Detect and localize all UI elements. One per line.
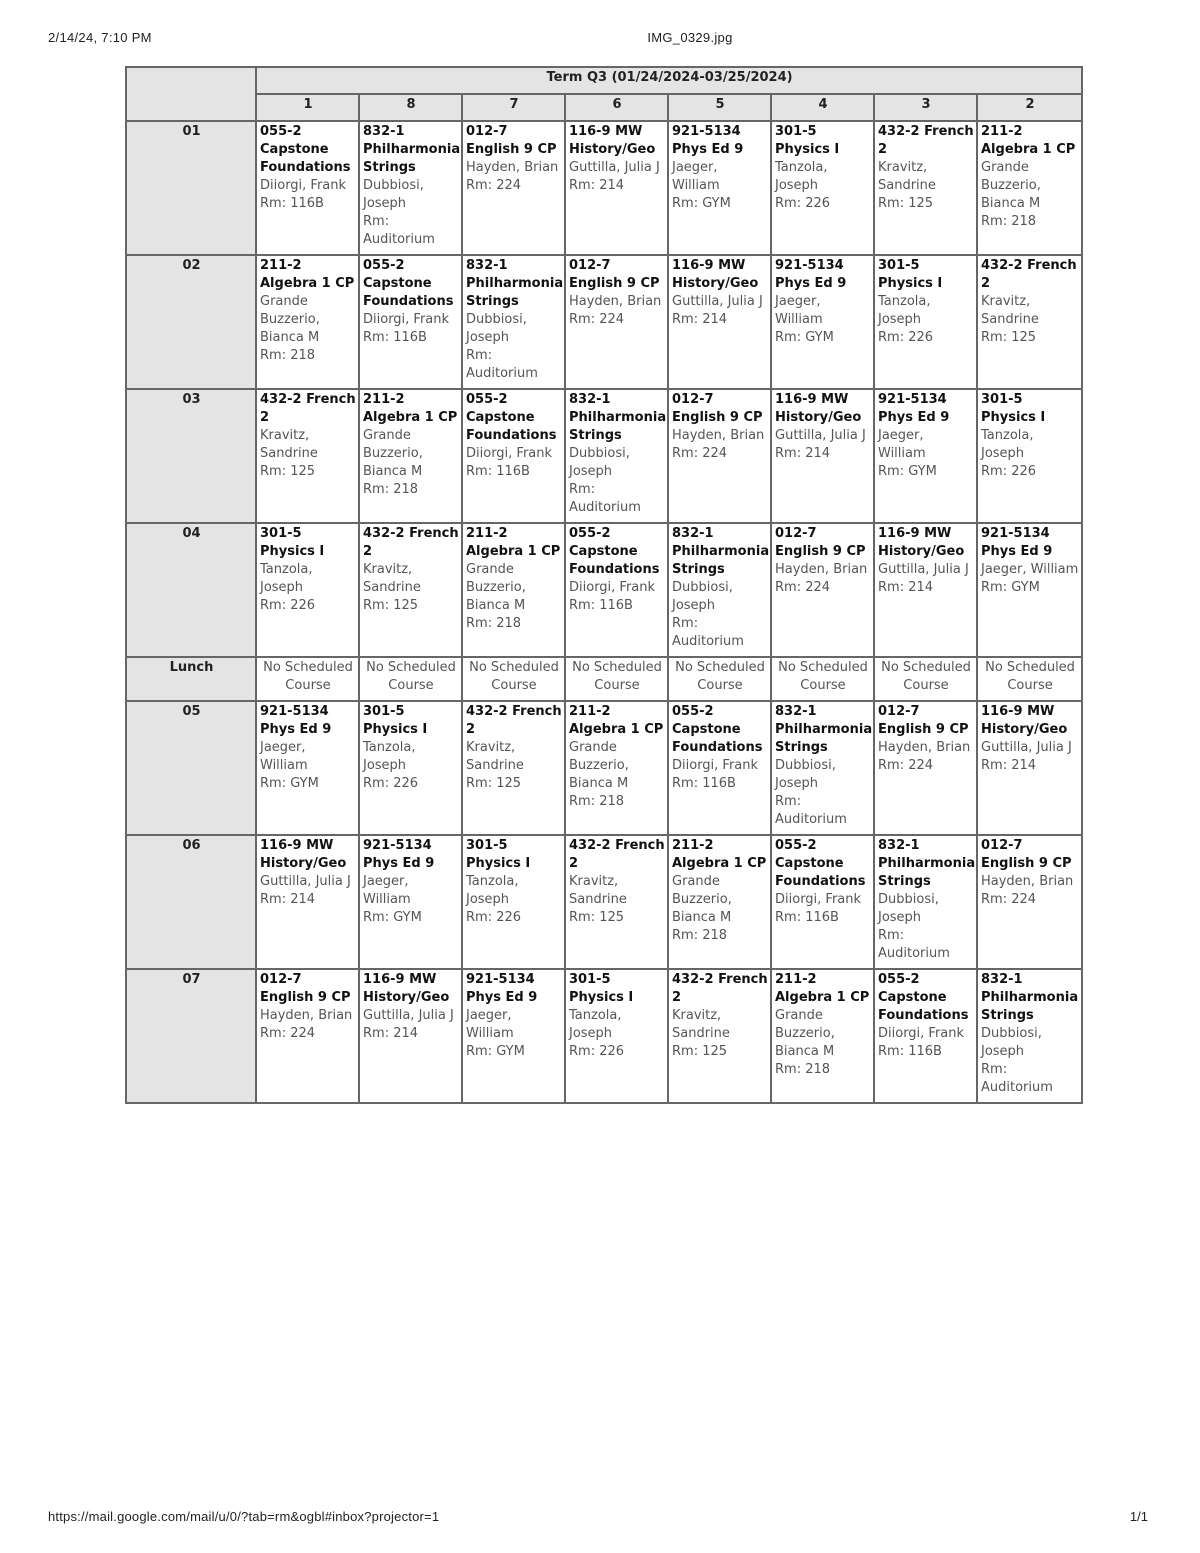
course-title: 832-1 Philharmonia Strings (878, 838, 976, 889)
lunch-cell: No Scheduled Course (771, 657, 874, 701)
course-teacher: Kravitz, Sandrine (466, 740, 524, 773)
course-title: 055-2 Capstone Foundations (569, 526, 660, 577)
course-cell (565, 969, 668, 1103)
course-title: 012-7 English 9 CP (981, 838, 1072, 871)
course-teacher: Hayden, Brian (466, 160, 559, 175)
course-room: Rm: 116B (775, 910, 839, 925)
course-teacher: Guttilla, Julia J (672, 294, 763, 309)
lunch-cell: No Scheduled Course (668, 657, 771, 701)
course-room: Rm: 125 (878, 196, 934, 211)
course-cell (977, 969, 1082, 1103)
course-teacher: Grande Buzzerio, Bianca M (775, 1008, 835, 1059)
course-room: Rm: 125 (672, 1044, 728, 1059)
course-room: Rm: Auditorium (878, 928, 950, 961)
print-url: https://mail.google.com/mail/u/0/?tab=rm&ogbl#inbox?projector=1 (48, 1509, 440, 1524)
course-room: Rm: Auditorium (363, 214, 435, 247)
course-teacher: Guttilla, Julia J (981, 740, 1072, 755)
course-teacher: Jaeger, William (260, 740, 308, 773)
course-room: Rm: 116B (569, 598, 633, 613)
course-cell (668, 969, 771, 1103)
course-title: 211-2 Algebra 1 CP (466, 526, 561, 559)
course-teacher: Tanzola, Joseph (363, 740, 416, 773)
course-room: Rm: 125 (569, 910, 625, 925)
course-room: Rm: 125 (466, 776, 522, 791)
course-room: Rm: 125 (260, 464, 316, 479)
course-room: Rm: 214 (672, 312, 728, 327)
course-cell (771, 255, 874, 389)
course-room: Rm: 224 (260, 1026, 316, 1041)
course-title: 921-5134 Phys Ed 9 (466, 972, 538, 1005)
course-room: Rm: GYM (981, 580, 1040, 595)
schedule-table (125, 66, 1083, 1104)
course-cell (359, 255, 462, 389)
course-title: 832-1 Philharmonia Strings (672, 526, 770, 577)
course-title: 832-1 Philharmonia Strings (775, 704, 873, 755)
course-teacher: Guttilla, Julia J (775, 428, 866, 443)
print-datetime: 2/14/24, 7:10 PM (48, 30, 152, 45)
course-room: Rm: GYM (672, 196, 731, 211)
period-row (126, 255, 1082, 389)
course-teacher: Guttilla, Julia J (878, 562, 969, 577)
course-title: 012-7 English 9 CP (672, 392, 763, 425)
course-room: Rm: 116B (363, 330, 427, 345)
period-row (126, 969, 1082, 1103)
column-header: 8 (359, 94, 462, 121)
course-title: 055-2 Capstone Foundations (466, 392, 557, 443)
course-cell (874, 701, 977, 835)
course-teacher: Dubbiosi, Joseph (672, 580, 733, 613)
course-room: Rm: 226 (363, 776, 419, 791)
course-teacher: Dubbiosi, Joseph (569, 446, 630, 479)
course-cell (771, 969, 874, 1103)
course-cell (462, 835, 565, 969)
course-room: Rm: 116B (466, 464, 530, 479)
print-page-number: 1/1 (1129, 1509, 1148, 1524)
course-room: Rm: 214 (363, 1026, 419, 1041)
course-teacher: Diiorgi, Frank (672, 758, 759, 773)
course-teacher: Dubbiosi, Joseph (981, 1026, 1042, 1059)
course-cell (977, 255, 1082, 389)
course-cell (771, 389, 874, 523)
course-teacher: Kravitz, Sandrine (672, 1008, 730, 1041)
course-teacher: Hayden, Brian (672, 428, 765, 443)
course-title: 921-5134 Phys Ed 9 (878, 392, 950, 425)
course-title: 211-2 Algebra 1 CP (260, 258, 355, 291)
course-teacher: Jaeger, William (466, 1008, 514, 1041)
column-header: 6 (565, 94, 668, 121)
course-cell (256, 523, 359, 657)
period-row (126, 701, 1082, 835)
course-teacher: Diiorgi, Frank (260, 178, 347, 193)
course-title: 921-5134 Phys Ed 9 (363, 838, 435, 871)
course-teacher: Grande Buzzerio, Bianca M (260, 294, 320, 345)
course-room: Rm: 214 (260, 892, 316, 907)
course-title: 012-7 English 9 CP (878, 704, 969, 737)
course-title: 055-2 Capstone Foundations (672, 704, 763, 755)
course-room: Rm: 214 (878, 580, 934, 595)
course-cell (359, 389, 462, 523)
course-cell (359, 835, 462, 969)
period-label: 06 (126, 835, 256, 969)
schedule-body (126, 121, 1082, 1103)
course-title: 301-5 Physics I (775, 124, 840, 157)
course-title: 432-2 French 2 (981, 258, 1077, 291)
course-teacher: Hayden, Brian (569, 294, 662, 309)
course-teacher: Diiorgi, Frank (569, 580, 656, 595)
course-teacher: Grande Buzzerio, Bianca M (672, 874, 732, 925)
course-title: 301-5 Physics I (363, 704, 428, 737)
course-cell (462, 969, 565, 1103)
course-teacher: Dubbiosi, Joseph (363, 178, 424, 211)
course-room: Rm: 224 (878, 758, 934, 773)
print-title: IMG_0329.jpg (647, 30, 733, 45)
course-room: Rm: GYM (363, 910, 422, 925)
course-title: 012-7 English 9 CP (466, 124, 557, 157)
course-room: Rm: 218 (775, 1062, 831, 1077)
course-teacher: Kravitz, Sandrine (569, 874, 627, 907)
course-title: 432-2 French 2 (878, 124, 974, 157)
course-room: Rm: Auditorium (466, 348, 538, 381)
course-room: Rm: 218 (363, 482, 419, 497)
course-title: 432-2 French 2 (260, 392, 356, 425)
course-cell (565, 121, 668, 255)
course-teacher: Jaeger, William (878, 428, 926, 461)
course-cell (565, 835, 668, 969)
course-cell (668, 523, 771, 657)
course-teacher: Dubbiosi, Joseph (775, 758, 836, 791)
course-room: Rm: 125 (363, 598, 419, 613)
course-title: 116-9 MW History/Geo (569, 124, 656, 157)
course-cell (462, 701, 565, 835)
course-room: Rm: 226 (569, 1044, 625, 1059)
period-label: 07 (126, 969, 256, 1103)
course-title: 301-5 Physics I (569, 972, 634, 1005)
course-teacher: Kravitz, Sandrine (981, 294, 1039, 327)
course-cell (668, 835, 771, 969)
lunch-cell: No Scheduled Course (462, 657, 565, 701)
lunch-cell: No Scheduled Course (359, 657, 462, 701)
course-teacher: Diiorgi, Frank (878, 1026, 965, 1041)
course-teacher: Diiorgi, Frank (775, 892, 862, 907)
course-room: Rm: Auditorium (775, 794, 847, 827)
period-label: 03 (126, 389, 256, 523)
course-teacher: Hayden, Brian (981, 874, 1074, 889)
course-room: Rm: 214 (569, 178, 625, 193)
course-room: Rm: 116B (260, 196, 324, 211)
course-room: Rm: 224 (775, 580, 831, 595)
course-room: Rm: 218 (672, 928, 728, 943)
course-title: 055-2 Capstone Foundations (775, 838, 866, 889)
course-teacher: Tanzola, Joseph (260, 562, 313, 595)
lunch-cell: No Scheduled Course (874, 657, 977, 701)
course-room: Rm: 214 (981, 758, 1037, 773)
course-cell (977, 121, 1082, 255)
course-title: 116-9 MW History/Geo (981, 704, 1068, 737)
course-title: 116-9 MW History/Geo (672, 258, 759, 291)
course-cell (977, 389, 1082, 523)
course-teacher: Jaeger, William (981, 562, 1079, 577)
course-title: 301-5 Physics I (878, 258, 943, 291)
course-cell (874, 523, 977, 657)
course-cell (462, 255, 565, 389)
term-heading: Term Q3 (01/24/2024-03/25/2024) (256, 67, 1082, 94)
course-teacher: Dubbiosi, Joseph (466, 312, 527, 345)
course-title: 012-7 English 9 CP (260, 972, 351, 1005)
course-cell (977, 701, 1082, 835)
course-cell (256, 835, 359, 969)
course-teacher: Dubbiosi, Joseph (878, 892, 939, 925)
course-title: 301-5 Physics I (260, 526, 325, 559)
course-cell (256, 121, 359, 255)
course-title: 921-5134 Phys Ed 9 (981, 526, 1053, 559)
course-title: 921-5134 Phys Ed 9 (775, 258, 847, 291)
course-teacher: Guttilla, Julia J (260, 874, 351, 889)
course-teacher: Hayden, Brian (878, 740, 971, 755)
course-teacher: Diiorgi, Frank (466, 446, 553, 461)
course-title: 832-1 Philharmonia Strings (363, 124, 461, 175)
period-label: 01 (126, 121, 256, 255)
course-cell (771, 701, 874, 835)
course-title: 921-5134 Phys Ed 9 (672, 124, 744, 157)
course-room: Rm: 226 (981, 464, 1037, 479)
period-row (126, 835, 1082, 969)
course-room: Rm: 125 (981, 330, 1037, 345)
course-room: Rm: Auditorium (672, 616, 744, 649)
course-title: 832-1 Philharmonia Strings (569, 392, 667, 443)
column-header: 2 (977, 94, 1082, 121)
period-row (126, 389, 1082, 523)
course-room: Rm: GYM (260, 776, 319, 791)
course-room: Rm: 218 (260, 348, 316, 363)
course-room: Rm: GYM (878, 464, 937, 479)
course-teacher: Jaeger, William (363, 874, 411, 907)
course-room: Rm: 218 (466, 616, 522, 631)
course-title: 211-2 Algebra 1 CP (672, 838, 767, 871)
course-room: Rm: 116B (672, 776, 736, 791)
course-room: Rm: 116B (878, 1044, 942, 1059)
course-teacher: Tanzola, Joseph (466, 874, 519, 907)
course-title: 116-9 MW History/Geo (878, 526, 965, 559)
course-room: Rm: Auditorium (569, 482, 641, 515)
course-room: Rm: 224 (672, 446, 728, 461)
column-header-row (126, 94, 1082, 121)
course-room: Rm: 218 (569, 794, 625, 809)
course-teacher: Kravitz, Sandrine (878, 160, 936, 193)
course-cell (565, 255, 668, 389)
course-teacher: Tanzola, Joseph (569, 1008, 622, 1041)
course-teacher: Tanzola, Joseph (775, 160, 828, 193)
period-row (126, 523, 1082, 657)
period-label: 04 (126, 523, 256, 657)
course-cell (359, 969, 462, 1103)
course-cell (462, 523, 565, 657)
course-cell (874, 121, 977, 255)
course-cell (565, 523, 668, 657)
course-cell (359, 523, 462, 657)
course-cell (359, 701, 462, 835)
course-cell (359, 121, 462, 255)
course-teacher: Hayden, Brian (260, 1008, 353, 1023)
course-cell (874, 389, 977, 523)
period-label: 02 (126, 255, 256, 389)
course-cell (668, 701, 771, 835)
course-teacher: Kravitz, Sandrine (260, 428, 318, 461)
course-teacher: Grande Buzzerio, Bianca M (363, 428, 423, 479)
lunch-row (126, 657, 1082, 701)
course-title: 055-2 Capstone Foundations (363, 258, 454, 309)
course-teacher: Guttilla, Julia J (363, 1008, 454, 1023)
course-room: Rm: 214 (775, 446, 831, 461)
table-corner (126, 67, 256, 121)
course-title: 301-5 Physics I (981, 392, 1046, 425)
course-title: 832-1 Philharmonia Strings (981, 972, 1079, 1023)
lunch-cell: No Scheduled Course (565, 657, 668, 701)
course-title: 211-2 Algebra 1 CP (569, 704, 664, 737)
course-title: 116-9 MW History/Geo (260, 838, 347, 871)
course-cell (256, 969, 359, 1103)
course-teacher: Hayden, Brian (775, 562, 868, 577)
column-header: 1 (256, 94, 359, 121)
course-cell (462, 389, 565, 523)
course-teacher: Jaeger, William (672, 160, 720, 193)
course-teacher: Tanzola, Joseph (878, 294, 931, 327)
course-cell (668, 255, 771, 389)
course-room: Rm: 226 (260, 598, 316, 613)
course-title: 211-2 Algebra 1 CP (981, 124, 1076, 157)
course-room: Rm: GYM (466, 1044, 525, 1059)
course-room: Rm: 224 (466, 178, 522, 193)
course-title: 921-5134 Phys Ed 9 (260, 704, 332, 737)
course-cell (771, 835, 874, 969)
course-cell (977, 523, 1082, 657)
course-room: Rm: 218 (981, 214, 1037, 229)
course-title: 301-5 Physics I (466, 838, 531, 871)
course-cell (977, 835, 1082, 969)
course-cell (256, 701, 359, 835)
course-teacher: Jaeger, William (775, 294, 823, 327)
course-title: 012-7 English 9 CP (775, 526, 866, 559)
course-teacher: Tanzola, Joseph (981, 428, 1034, 461)
course-room: Rm: Auditorium (981, 1062, 1053, 1095)
course-cell (565, 701, 668, 835)
lunch-cell: No Scheduled Course (977, 657, 1082, 701)
period-label: 05 (126, 701, 256, 835)
course-title: 116-9 MW History/Geo (363, 972, 450, 1005)
course-teacher: Diiorgi, Frank (363, 312, 450, 327)
course-teacher: Grande Buzzerio, Bianca M (981, 160, 1041, 211)
period-row (126, 121, 1082, 255)
course-title: 432-2 French 2 (569, 838, 665, 871)
column-header: 7 (462, 94, 565, 121)
course-title: 055-2 Capstone Foundations (260, 124, 351, 175)
course-title: 832-1 Philharmonia Strings (466, 258, 564, 309)
period-label: Lunch (126, 657, 256, 701)
course-cell (565, 389, 668, 523)
course-teacher: Grande Buzzerio, Bianca M (466, 562, 526, 613)
course-teacher: Grande Buzzerio, Bianca M (569, 740, 629, 791)
course-teacher: Guttilla, Julia J (569, 160, 660, 175)
course-title: 055-2 Capstone Foundations (878, 972, 969, 1023)
course-cell (256, 255, 359, 389)
course-title: 116-9 MW History/Geo (775, 392, 862, 425)
course-cell (668, 121, 771, 255)
course-room: Rm: 226 (775, 196, 831, 211)
course-cell (668, 389, 771, 523)
course-cell (874, 969, 977, 1103)
course-cell (256, 389, 359, 523)
course-title: 432-2 French 2 (672, 972, 768, 1005)
course-title: 432-2 French 2 (466, 704, 562, 737)
course-room: Rm: 224 (569, 312, 625, 327)
course-room: Rm: 226 (466, 910, 522, 925)
course-cell (771, 523, 874, 657)
column-header: 3 (874, 94, 977, 121)
column-header: 4 (771, 94, 874, 121)
lunch-cell: No Scheduled Course (256, 657, 359, 701)
course-room: Rm: 226 (878, 330, 934, 345)
course-title: 211-2 Algebra 1 CP (775, 972, 870, 1005)
course-cell (874, 835, 977, 969)
course-teacher: Kravitz, Sandrine (363, 562, 421, 595)
course-cell (771, 121, 874, 255)
course-title: 012-7 English 9 CP (569, 258, 660, 291)
course-title: 432-2 French 2 (363, 526, 459, 559)
course-room: Rm: 224 (981, 892, 1037, 907)
course-cell (462, 121, 565, 255)
course-cell (874, 255, 977, 389)
column-header: 5 (668, 94, 771, 121)
course-title: 211-2 Algebra 1 CP (363, 392, 458, 425)
course-room: Rm: GYM (775, 330, 834, 345)
